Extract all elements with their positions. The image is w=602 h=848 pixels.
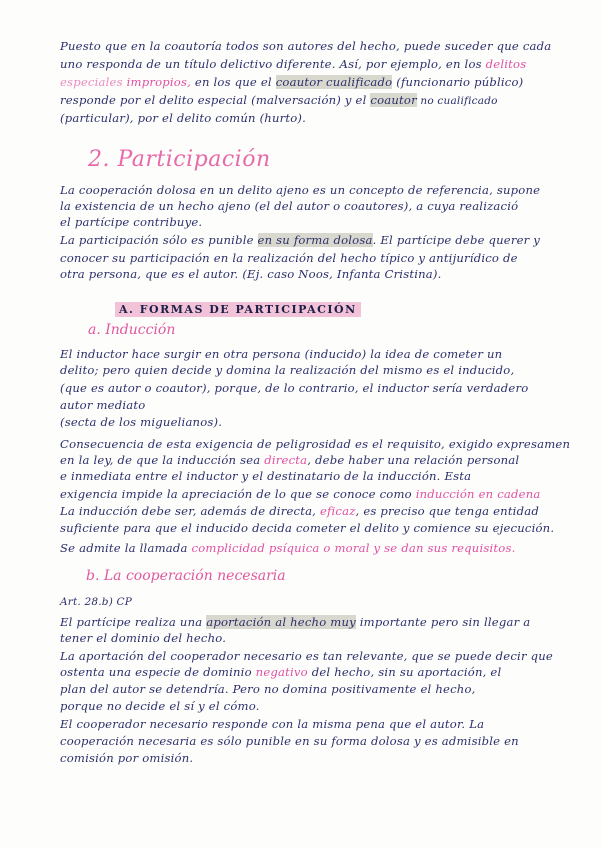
section-title: 2. Participación <box>88 147 271 172</box>
body-line <box>60 198 594 214</box>
body-line <box>60 486 594 502</box>
article-ref <box>60 594 594 610</box>
text: Se admite la llamada <box>60 541 192 555</box>
body-line <box>60 648 594 664</box>
text: . Esta <box>436 469 472 483</box>
highlight-text: inducción en cadena <box>415 487 541 501</box>
marked-text: coautor cualificado <box>275 75 393 89</box>
text: conocer su participación en la realización del hecho típico y antijurídico de <box>60 251 518 265</box>
text: (funcionario público) <box>392 75 524 89</box>
body-line <box>60 503 594 519</box>
text: La inducción debe ser, además de directa, <box>60 504 320 518</box>
text: El cooperador necesario responde con la misma pena que el autor. La <box>60 717 485 731</box>
text: El partícipe realiza una <box>60 615 207 629</box>
text: comisión por omisión. <box>60 751 194 765</box>
body-line <box>60 614 594 630</box>
highlight-text: impropios, <box>126 75 192 89</box>
text: , es preciso que tenga entidad <box>355 504 539 518</box>
body-line <box>60 182 594 198</box>
body-line <box>60 468 594 484</box>
highlight-text: directa <box>264 453 308 467</box>
body-line <box>60 436 594 452</box>
text: . El partícipe debe querer y <box>372 233 541 247</box>
body-line <box>60 362 594 378</box>
text: otra persona, que es el autor. (Ej. caso Noos, Infanta Cristina). <box>60 267 442 281</box>
text: e inmediata entre el inductor y el destinatario de la <box>60 469 378 483</box>
text: El inductor hace surgir en otra persona (inducido) la idea de cometer un <box>60 347 503 361</box>
text: cooperación necesaria es sólo punible en su forma dolosa y es admisible en <box>60 734 519 748</box>
intro-line <box>60 92 594 109</box>
body-line <box>60 664 594 680</box>
text: (que es autor o coautor), porque, de lo contrario, el inductor sería verdadero <box>60 381 529 395</box>
body-line <box>60 232 594 248</box>
text: uno responda de un título delictivo diferente. Así, por ejemplo, en los <box>60 57 482 71</box>
body-line <box>60 414 594 430</box>
body-line <box>60 397 594 413</box>
body-line <box>60 750 594 766</box>
text: La cooperación dolosa en un delito ajeno es un concepto de referencia, supone <box>60 183 541 197</box>
body-line <box>60 540 594 556</box>
text: delito; pero quien decide y domina la realización del mismo es el inducido, <box>60 363 515 377</box>
text: tener el dominio del hecho. <box>60 631 227 645</box>
intro-line <box>60 56 594 72</box>
text: en los que el <box>191 75 276 89</box>
text: Consecuencia de esta exigencia de peligrosidad es el requisito, exigido expresamen <box>60 437 571 451</box>
text: , debe haber una relación personal <box>307 453 520 467</box>
body-line <box>60 214 594 230</box>
text: plan del autor se detendría. Pero no domina positivamente el hecho, <box>60 682 476 696</box>
body-line <box>60 346 594 362</box>
intro-line <box>60 38 594 54</box>
subsection-heading: A. FORMAS DE PARTICIPACIÓN <box>115 302 361 317</box>
body-line <box>60 250 594 266</box>
body-line <box>60 520 594 536</box>
marked-text: aportación al hecho muy <box>206 615 356 629</box>
text: importante pero sin llegar a <box>355 615 531 629</box>
highlight-text: delitos <box>485 57 527 71</box>
induccion-heading: a. Inducción <box>88 322 176 338</box>
text: La participación sólo es punible <box>60 233 258 247</box>
text: la existencia de un hecho ajeno (el del autor o coautores), a cuya realizació <box>60 199 519 213</box>
body-line <box>60 630 594 646</box>
highlight-text: especiales <box>60 75 123 89</box>
body-line <box>60 380 594 396</box>
text: el partícipe contribuye. <box>60 215 203 229</box>
marked-text: en su forma dolosa <box>257 233 373 247</box>
highlight-text: eficaz <box>319 504 356 518</box>
text: (secta de los miguelianos). <box>60 415 223 429</box>
text: exigencia impide la apreciación de lo que se conoce como <box>60 487 416 501</box>
highlight-text: negativo <box>255 665 308 679</box>
text: del hecho, sin su aportación, el <box>307 665 502 679</box>
text: La aportación del cooperador necesario es tan relevante, que se puede decir que <box>60 649 553 663</box>
marked-text: coautor <box>370 93 417 107</box>
intro-line <box>60 74 594 90</box>
text: (particular), por el delito común (hurto). <box>60 111 307 125</box>
text: porque no decide el sí y el cómo. <box>60 699 260 713</box>
body-line <box>60 266 594 282</box>
text: autor mediato <box>60 398 146 412</box>
text: suficiente para que el inducido decida cometer el delito y comience su ejecución. <box>60 521 555 535</box>
text: Puesto que en la coautoría todos son autores del hecho, puede suceder que cada <box>60 39 552 53</box>
text: Art. 28.b) CP <box>60 596 133 608</box>
body-line <box>60 681 594 697</box>
text: en la ley, de que la inducción sea <box>60 453 265 467</box>
body-line <box>60 698 594 714</box>
highlight-text: complicidad psíquica o moral y se dan sus requisitos. <box>191 541 516 555</box>
cooperacion-heading: b. La cooperación necesaria <box>86 568 286 584</box>
body-line <box>60 716 594 732</box>
intro-line <box>60 110 594 126</box>
text: inducción <box>377 469 437 483</box>
text: ostenta una especie de dominio <box>60 665 256 679</box>
body-line <box>60 452 594 468</box>
text: no cualificado <box>416 95 498 107</box>
body-line <box>60 733 594 749</box>
text: responde por el delito especial (malversación) y el <box>60 93 371 107</box>
